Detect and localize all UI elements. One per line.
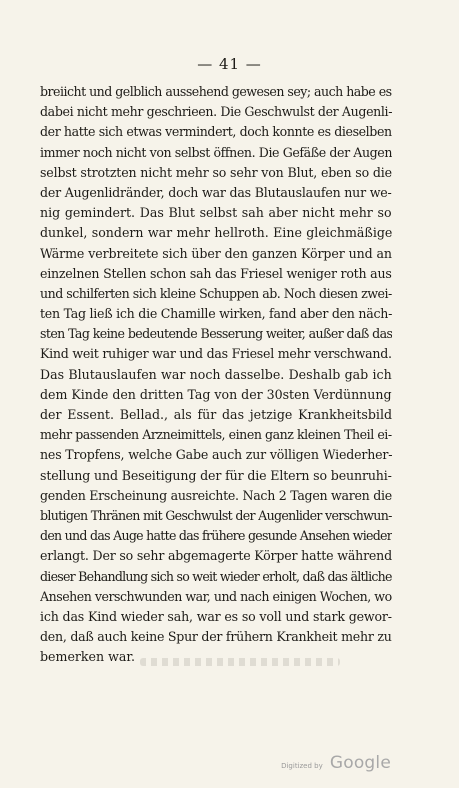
text-line: erlangt. Der so sehr abgemagerte Körper hatte während [40,548,392,564]
text-line: den und das Auge hatte das frühere gesunde Ansehen wieder [40,528,392,544]
text-line: dabei nicht mehr geschrieen. Die Geschwulst der Augenli- [40,104,392,120]
text-line: nes Tropfens, welche Gabe auch zur völligen Wiederher- [40,447,392,463]
text-line: selbst strotzten nicht mehr so sehr von Blut, eben so die [40,164,392,180]
show-through-bleed [140,658,340,666]
text-line: und schilferten sich kleine Schuppen ab. Noch diesen zwei- [40,285,392,301]
text-line: der hatte sich etwas vermindert, doch konnte es dieselben [40,124,392,140]
text-line: breiicht und gelblich aussehend gewesen sey; auch habe es [40,84,392,99]
text-line: immer noch nicht von selbst öffnen. Die Gefäße der Augen [40,144,392,160]
text-line: der Essent. Bellad., als für das jetzige Krankheitsbild [40,407,392,422]
text-line: dieser Behandlung sich so weit wieder erholt, daß das ältliche [40,568,392,584]
text-line: mehr passenden Arzneimittels, einen ganz kleinen Theil ei- [40,427,392,443]
text-line: stellung und Beseitigung der für die Eltern so beunruhi- [40,467,392,483]
digitization-watermark [281,753,391,773]
text-line: ich das Kind wieder sah, war es so voll und stark gewor- [40,608,392,624]
text-line: dem Kinde den dritten Tag von der 30sten Verdünnung [40,386,392,402]
text-line: der Augenlidränder, doch war das Blutauslaufen nur we- [40,184,392,200]
text-line: Kind weit ruhiger war und das Friesel mehr verschwand. [40,346,392,362]
text-line: den, daß auch keine Spur der frühern Krankheit mehr zu [40,629,392,645]
text-line: dunkel, sondern war mehr hellroth. Eine gleichmäßige [40,225,392,241]
text-line: sten Tag keine bedeutende Besserung weiter, außer daß das [40,326,392,342]
text-line: ten Tag ließ ich die Chamille wirken, fand aber den näch- [40,306,392,322]
text-line: Das Blutauslaufen war noch dasselbe. Deshalb gab ich [40,366,392,382]
google-logo: Google [329,753,391,773]
text-line: einzelnen Stellen schon sah das Friesel weniger roth aus [40,265,392,281]
text-line: Ansehen verschwunden war, und nach einigen Wochen, wo [40,588,392,604]
text-line: blutigen Thränen mit Geschwulst der Augenlider verschwun- [40,507,392,523]
text-line: genden Erscheinung ausreichte. Nach 2 Tagen waren die [40,487,392,503]
watermark-prefix: Digitized by [281,762,323,770]
text-line: bemerken war. [40,649,136,665]
text-line: Wärme verbreitete sich über den ganzen Körper und an [40,245,392,261]
page-number: — 41 — [197,55,262,73]
body-text [40,82,392,667]
text-line: nig gemindert. Das Blut selbst sah aber nicht mehr so [40,205,392,221]
